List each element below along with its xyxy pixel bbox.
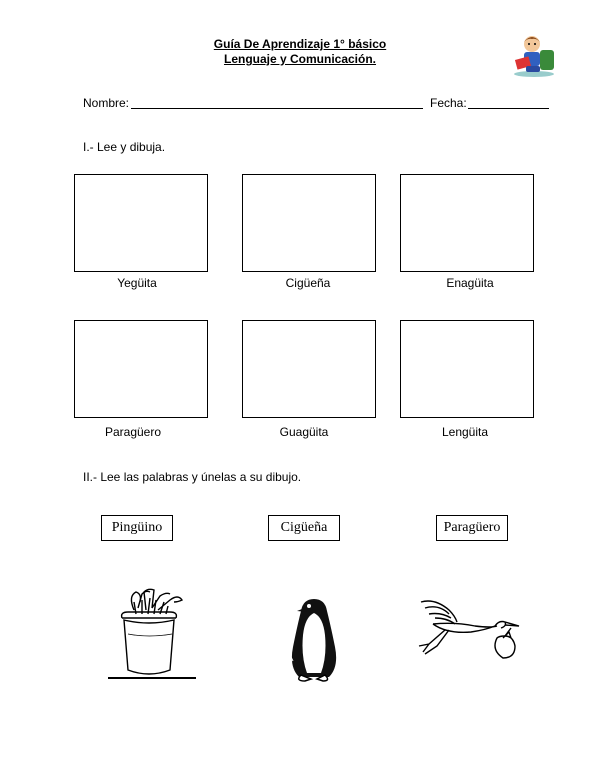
stork-picture[interactable] xyxy=(415,596,527,666)
drawing-box-6[interactable] xyxy=(400,320,534,418)
caption-enaguita: Enagüita xyxy=(446,276,494,290)
section-2-title: II.- Lee las palabras y únelas a su dibujo. xyxy=(83,470,302,484)
caption-yeguita: Yegüita xyxy=(117,276,157,290)
caption-lenguita: Lengüita xyxy=(441,425,489,439)
section-1-title: I.- Lee y dibuja. xyxy=(83,140,166,154)
drawing-box-2[interactable] xyxy=(242,174,376,272)
penguin-picture[interactable] xyxy=(285,595,343,685)
word-box-ciguena[interactable]: Cigüeña xyxy=(268,515,340,541)
page-subtitle: Lenguaje y Comunicación. xyxy=(223,52,377,66)
drawing-box-1[interactable] xyxy=(74,174,208,272)
caption-ciguena: Cigüeña xyxy=(285,276,331,290)
page-title: Guía De Aprendizaje 1° básico xyxy=(213,37,387,51)
name-field[interactable] xyxy=(131,96,423,109)
caption-guaguita: Guagüita xyxy=(279,425,329,439)
date-label: Fecha: xyxy=(430,96,467,110)
word-box-paraguero[interactable]: Paragüero xyxy=(436,515,508,541)
drawing-box-4[interactable] xyxy=(74,320,208,418)
name-label: Nombre: xyxy=(83,96,130,110)
umbrella-stand-picture[interactable] xyxy=(108,588,200,684)
date-field[interactable] xyxy=(468,96,549,109)
word-box-pinguino[interactable]: Pingüino xyxy=(101,515,173,541)
drawing-box-3[interactable] xyxy=(400,174,534,272)
caption-paraguero: Paragüero xyxy=(104,425,162,439)
drawing-box-5[interactable] xyxy=(242,320,376,418)
